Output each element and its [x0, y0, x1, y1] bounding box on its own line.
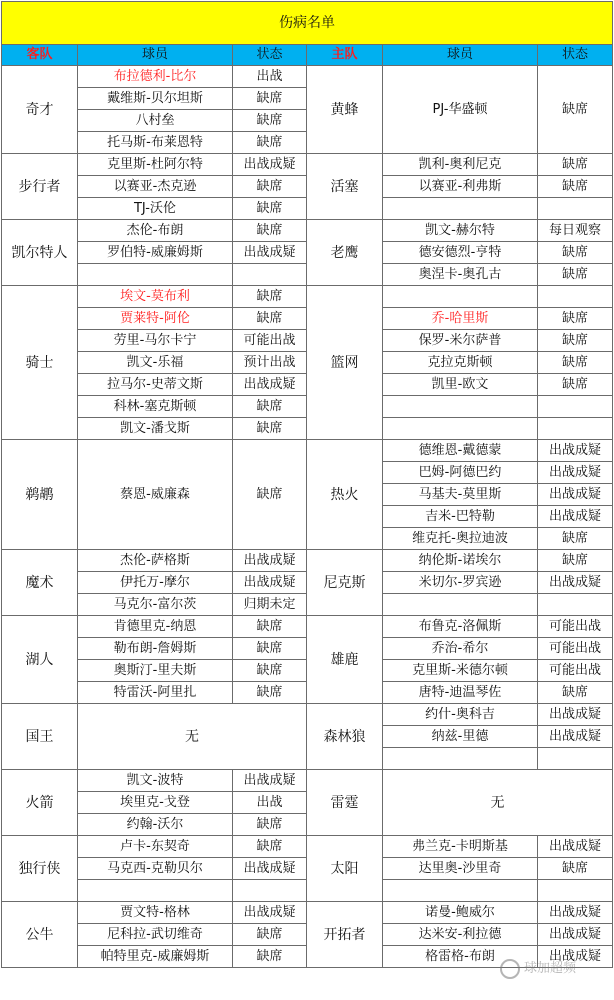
away-team-cell: 国王 [2, 704, 78, 770]
home-player-cell: 纳兹-里德 [383, 726, 538, 748]
home-player-cell: 凯文-赫尔特 [383, 220, 538, 242]
home-player-cell: 乔-哈里斯 [383, 308, 538, 330]
away-player-cell [78, 264, 233, 286]
home-status-cell: 出战成疑 [538, 924, 613, 946]
home-team-cell: 老鹰 [307, 220, 383, 286]
away-status-cell: 出战成疑 [233, 154, 307, 176]
table-row [2, 902, 613, 924]
home-status-cell [538, 418, 613, 440]
home-player-cell: 格雷格-布朗 [383, 946, 538, 968]
away-player-header: 球员 [78, 45, 233, 66]
home-player-cell: 达里奥-沙里奇 [383, 858, 538, 880]
table-row [2, 286, 613, 308]
table-row [2, 550, 613, 572]
home-status-cell: 出战成疑 [538, 902, 613, 924]
away-status-cell: 缺席 [233, 88, 307, 110]
away-status-cell: 缺席 [233, 198, 307, 220]
home-status-cell: 缺席 [538, 176, 613, 198]
away-player-cell: 杰伦-布朗 [78, 220, 233, 242]
away-player-cell: 凯文-波特 [78, 770, 233, 792]
away-player-cell: 劳里-马尔卡宁 [78, 330, 233, 352]
home-status-cell: 缺席 [538, 242, 613, 264]
home-player-cell: 奥涅卡-奥孔古 [383, 264, 538, 286]
table-row [2, 616, 613, 638]
home-player-cell: 吉米-巴特勒 [383, 506, 538, 528]
home-player-cell: PJ-华盛顿 [383, 66, 538, 154]
home-player-cell: 维克托-奥拉迪波 [383, 528, 538, 550]
away-team-header: 客队 [2, 45, 78, 66]
home-team-cell: 黄蜂 [307, 66, 383, 154]
home-status-cell: 出战成疑 [538, 484, 613, 506]
table-row [2, 770, 613, 792]
home-status-cell: 出战成疑 [538, 462, 613, 484]
away-team-cell: 公牛 [2, 902, 78, 968]
away-player-cell: 布拉德利-比尔 [78, 66, 233, 88]
away-status-cell: 缺席 [233, 638, 307, 660]
away-status-cell: 缺席 [233, 660, 307, 682]
away-player-cell: 八村垒 [78, 110, 233, 132]
table-row [2, 836, 613, 858]
away-player-cell: 戴维斯-贝尔坦斯 [78, 88, 233, 110]
home-player-cell: 德维恩-戴德蒙 [383, 440, 538, 462]
away-player-cell: 帕特里克-威廉姆斯 [78, 946, 233, 968]
home-player-cell: 约什-奥科吉 [383, 704, 538, 726]
home-player-cell: 纳伦斯-诺埃尔 [383, 550, 538, 572]
home-player-cell [383, 880, 538, 902]
away-player-cell: 凯文-乐福 [78, 352, 233, 374]
home-status-header: 状态 [538, 45, 613, 66]
home-player-cell [383, 286, 538, 308]
home-status-cell: 缺席 [538, 858, 613, 880]
table-row [2, 704, 613, 726]
away-none-cell: 无 [78, 704, 307, 770]
home-player-cell: 诺曼-鲍威尔 [383, 902, 538, 924]
away-status-cell: 缺席 [233, 836, 307, 858]
home-team-cell: 热火 [307, 440, 383, 550]
away-status-header: 状态 [233, 45, 307, 66]
away-team-cell: 凯尔特人 [2, 220, 78, 286]
away-status-cell [233, 880, 307, 902]
home-player-cell: 以赛亚-利弗斯 [383, 176, 538, 198]
home-player-cell [383, 748, 538, 770]
home-team-header: 主队 [307, 45, 383, 66]
away-player-cell: 尼科拉-武切维奇 [78, 924, 233, 946]
away-status-cell: 可能出战 [233, 330, 307, 352]
home-status-cell: 可能出战 [538, 616, 613, 638]
away-status-cell: 缺席 [233, 440, 307, 550]
home-team-cell: 森林狼 [307, 704, 383, 770]
home-player-cell [383, 198, 538, 220]
home-status-cell: 缺席 [538, 352, 613, 374]
away-status-cell: 出战成疑 [233, 902, 307, 924]
away-player-cell: 以赛亚-杰克逊 [78, 176, 233, 198]
home-status-cell: 缺席 [538, 264, 613, 286]
away-status-cell: 预计出战 [233, 352, 307, 374]
home-player-cell: 马基夫-莫里斯 [383, 484, 538, 506]
away-status-cell: 出战成疑 [233, 374, 307, 396]
away-player-cell: 蔡恩-威廉森 [78, 440, 233, 550]
home-player-cell [383, 418, 538, 440]
away-status-cell: 出战 [233, 792, 307, 814]
away-player-cell: 奥斯汀-里夫斯 [78, 660, 233, 682]
table-title: 伤病名单 [2, 2, 613, 45]
away-player-cell: 罗伯特-威廉姆斯 [78, 242, 233, 264]
home-player-cell [383, 396, 538, 418]
watermark-icon [500, 959, 520, 979]
away-player-cell [78, 880, 233, 902]
home-player-cell: 唐特-迪温琴佐 [383, 682, 538, 704]
home-player-header: 球员 [383, 45, 538, 66]
home-status-cell: 缺席 [538, 374, 613, 396]
away-status-cell: 出战成疑 [233, 550, 307, 572]
home-status-cell: 出战成疑 [538, 726, 613, 748]
away-player-cell: 科林-塞克斯顿 [78, 396, 233, 418]
home-status-cell: 缺席 [538, 154, 613, 176]
away-player-cell: 约翰-沃尔 [78, 814, 233, 836]
away-status-cell: 缺席 [233, 286, 307, 308]
home-status-cell [538, 880, 613, 902]
home-status-cell [538, 198, 613, 220]
away-status-cell: 缺席 [233, 176, 307, 198]
home-status-cell: 出战成疑 [538, 572, 613, 594]
away-player-cell: 凯文-潘戈斯 [78, 418, 233, 440]
home-player-cell: 凯利-奥利尼克 [383, 154, 538, 176]
header-row [2, 45, 613, 66]
away-player-cell: 克里斯-杜阿尔特 [78, 154, 233, 176]
away-status-cell: 缺席 [233, 110, 307, 132]
home-team-cell: 太阳 [307, 836, 383, 902]
away-player-cell: 马克西-克勒贝尔 [78, 858, 233, 880]
away-team-cell: 步行者 [2, 154, 78, 220]
away-player-cell: 埃里克-戈登 [78, 792, 233, 814]
away-player-cell: 拉马尔-史蒂文斯 [78, 374, 233, 396]
away-team-cell: 骑士 [2, 286, 78, 440]
home-status-cell: 缺席 [538, 682, 613, 704]
home-team-cell: 雄鹿 [307, 616, 383, 704]
home-team-cell: 尼克斯 [307, 550, 383, 616]
away-status-cell: 归期未定 [233, 594, 307, 616]
away-status-cell: 缺席 [233, 616, 307, 638]
away-player-cell: 杰伦-萨格斯 [78, 550, 233, 572]
away-status-cell: 出战成疑 [233, 858, 307, 880]
away-status-cell: 缺席 [233, 132, 307, 154]
home-none-cell: 无 [383, 770, 613, 836]
away-status-cell: 缺席 [233, 308, 307, 330]
away-team-cell: 湖人 [2, 616, 78, 704]
home-player-cell: 乔治-希尔 [383, 638, 538, 660]
away-player-cell: 卢卡-东契奇 [78, 836, 233, 858]
away-team-cell: 鹈鹕 [2, 440, 78, 550]
injury-table [1, 1, 613, 968]
home-status-cell: 出战成疑 [538, 946, 613, 968]
home-player-cell: 凯里-欧文 [383, 374, 538, 396]
home-status-cell: 出战成疑 [538, 506, 613, 528]
home-player-cell: 弗兰克-卡明斯基 [383, 836, 538, 858]
watermark-text: 球加超频 [524, 961, 577, 976]
home-player-cell: 米切尔-罗宾逊 [383, 572, 538, 594]
table-row [2, 66, 613, 88]
table-row [2, 220, 613, 242]
away-player-cell: 特雷沃-阿里扎 [78, 682, 233, 704]
away-status-cell: 缺席 [233, 682, 307, 704]
home-player-cell: 克里斯-米德尔顿 [383, 660, 538, 682]
away-player-cell: TJ-沃伦 [78, 198, 233, 220]
away-status-cell: 缺席 [233, 924, 307, 946]
home-player-cell: 达米安-利拉德 [383, 924, 538, 946]
home-status-cell [538, 286, 613, 308]
away-player-cell: 勒布朗-詹姆斯 [78, 638, 233, 660]
home-status-cell: 缺席 [538, 528, 613, 550]
away-team-cell: 独行侠 [2, 836, 78, 902]
home-status-cell [538, 396, 613, 418]
home-status-cell: 可能出战 [538, 660, 613, 682]
away-team-cell: 魔术 [2, 550, 78, 616]
home-player-cell: 保罗-米尔萨普 [383, 330, 538, 352]
away-player-cell: 马克尔-富尔茨 [78, 594, 233, 616]
home-team-cell: 篮网 [307, 286, 383, 440]
away-status-cell: 缺席 [233, 396, 307, 418]
home-status-cell: 出战成疑 [538, 440, 613, 462]
home-status-cell: 出战成疑 [538, 836, 613, 858]
home-player-cell: 巴姆-阿德巴约 [383, 462, 538, 484]
home-status-cell: 缺席 [538, 550, 613, 572]
home-status-cell: 缺席 [538, 308, 613, 330]
home-team-cell: 开拓者 [307, 902, 383, 968]
away-status-cell: 缺席 [233, 946, 307, 968]
home-player-cell [383, 594, 538, 616]
away-player-cell: 托马斯-布莱恩特 [78, 132, 233, 154]
watermark [500, 957, 610, 981]
home-player-cell: 德安德烈-亨特 [383, 242, 538, 264]
away-status-cell: 缺席 [233, 220, 307, 242]
away-player-cell: 埃文-莫布利 [78, 286, 233, 308]
away-status-cell: 缺席 [233, 418, 307, 440]
away-player-cell: 贾文特-格林 [78, 902, 233, 924]
table-row [2, 154, 613, 176]
away-team-cell: 奇才 [2, 66, 78, 154]
home-status-cell [538, 748, 613, 770]
away-player-cell: 贾莱特-阿伦 [78, 308, 233, 330]
away-status-cell: 出战 [233, 66, 307, 88]
home-team-cell: 活塞 [307, 154, 383, 220]
home-status-cell: 缺席 [538, 330, 613, 352]
away-player-cell: 伊托万-摩尔 [78, 572, 233, 594]
home-player-cell: 克拉克斯顿 [383, 352, 538, 374]
away-team-cell: 火箭 [2, 770, 78, 836]
home-status-cell: 缺席 [538, 66, 613, 154]
home-status-cell: 可能出战 [538, 638, 613, 660]
away-player-cell: 肯德里克-纳恩 [78, 616, 233, 638]
away-status-cell: 出战成疑 [233, 770, 307, 792]
away-status-cell: 出战成疑 [233, 242, 307, 264]
home-team-cell: 雷霆 [307, 770, 383, 836]
home-player-cell: 布鲁克-洛佩斯 [383, 616, 538, 638]
away-status-cell [233, 264, 307, 286]
home-status-cell [538, 594, 613, 616]
home-status-cell: 出战成疑 [538, 704, 613, 726]
table-row [2, 440, 613, 462]
away-status-cell: 出战成疑 [233, 572, 307, 594]
home-status-cell: 每日观察 [538, 220, 613, 242]
away-status-cell: 缺席 [233, 814, 307, 836]
